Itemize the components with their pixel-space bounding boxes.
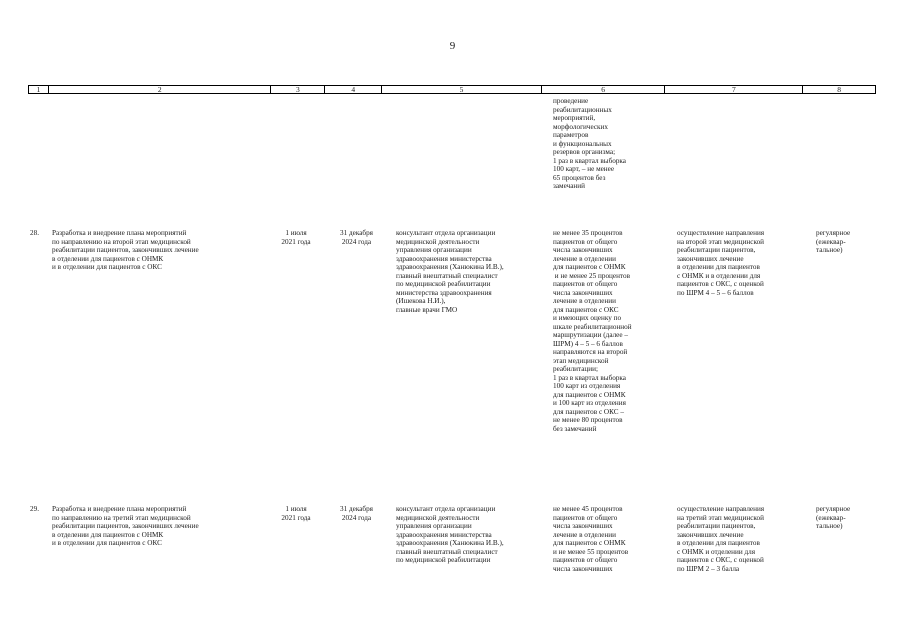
column-number: 5 <box>381 86 541 93</box>
responsible-persons: консультант отдела организации медицинской деятельности управления организации здравоохранения министерства здравоохранения (Ханюкина И.В.), главный внештатный специалист по медицинской реабилитации <box>396 505 504 564</box>
periodicity: регулярное (ежеквар- тальное) <box>816 505 851 530</box>
indicator-text: не менее 45 процентов пациентов от общего числа закончивших лечение в отделении для пациентов с ОНМК и не менее 55 процентов пациентов от общего числа закончивших <box>553 505 629 573</box>
expected-result: осуществление направления на третий этап медицинской реабилитации пациентов, закончивших лечение в отделении для пациентов с ОНМК и отделении для пациентов с ОКС, с оценкой по ШРМ 2 – 3 балла <box>677 505 765 573</box>
row-number: 29. <box>30 505 39 513</box>
page-number: 9 <box>449 40 456 52</box>
measure-title: Разработка и внедрение плана мероприятий по направлению на второй этап медицинской реабилитации пациентов, закончивших лечение в отделении для пациентов с ОНМК и в отделении для пациентов с ОКС <box>52 229 199 271</box>
expected-result: осуществление направления на второй этап медицинской реабилитации пациентов, закончивших лечение в отделении для пациентов с ОНМК и в отделении для пациентов с ОКС, с оценкой по ШРМ 4 – 5 – 6 баллов <box>677 229 765 297</box>
column-number: 6 <box>541 86 665 93</box>
periodicity: регулярное (ежеквар- тальное) <box>816 229 851 254</box>
end-date: 31 декабря 2024 года <box>340 505 373 522</box>
column-number: 1 <box>36 85 41 94</box>
column-number: 7 <box>664 86 802 93</box>
column-number: 4 <box>324 86 381 93</box>
continuation-indicator-text: проведение реабилитационных мероприятий, морфологических параметров и функциональных резервов организма; 1 раз в квартал выборка 100 карт, – не менее 65 процентов без замечаний <box>553 97 626 190</box>
column-number: 2 <box>48 86 270 93</box>
measure-title: Разработка и внедрение плана мероприятий по направлению на третий этап медицинской реабилитации пациентов, закончивших лечение в отделении для пациентов с ОНМК и в отделении для пациентов с ОКС <box>52 505 199 547</box>
responsible-persons: консультант отдела организации медицинской деятельности управления организации здравоохранения министерства здравоохранения (Ханюкина И.В.), главный внештатный специалист по медицинской реабилитации министерства здравоохранения (Ишекова Н.И.), главные врачи ГМО <box>396 229 504 314</box>
column-number: 8 <box>802 86 875 93</box>
end-date: 31 декабря 2024 года <box>340 229 373 246</box>
row-number: 28. <box>30 229 39 237</box>
start-date: 1 июля 2021 года <box>281 229 311 246</box>
start-date: 1 июля 2021 года <box>281 505 311 522</box>
column-number-header <box>28 85 876 94</box>
column-number: 3 <box>270 86 324 93</box>
indicator-text: не менее 35 процентов пациентов от общего числа закончивших лечение в отделении для пациентов с ОНМК и не менее 25 процентов пациентов от общего числа закончивших лечение в отделении для пациентов с ОКС и имеющих оценку по шкале реабилитационной маршрутизации (далее – ШРМ) 4 – 5 – 6 баллов направляются на второй этап медицинской реабилитации; 1 раз в квартал выборка 100 карт из отделения для пациентов с ОНМК и 100 карт из отделения для пациентов с ОКС – не менее 80 процентов без замечаний <box>553 229 632 433</box>
